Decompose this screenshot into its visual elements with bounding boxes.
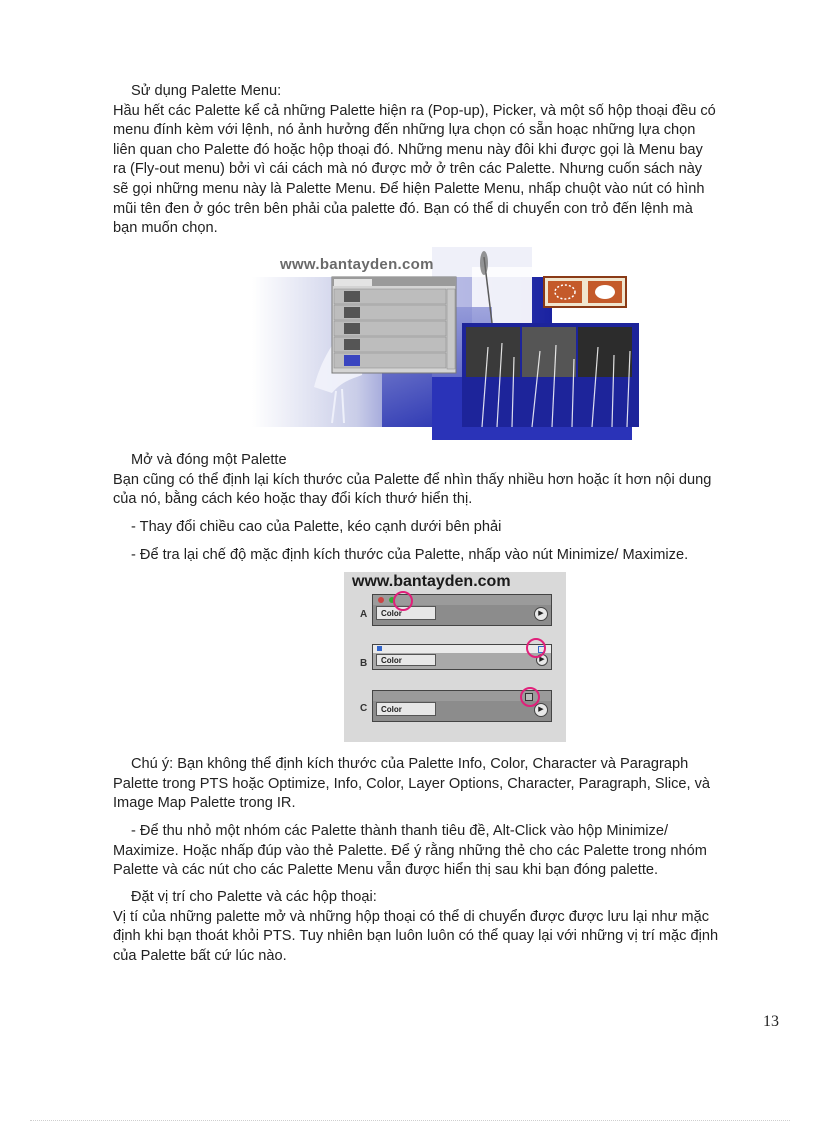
body-line: định khi bạn thoát khỏi PTS. Tuy nhiên bạn luôn luôn có thể quay lại với những vị trí mặc định bbox=[113, 928, 719, 945]
row-label: C bbox=[360, 703, 368, 714]
body-line: sẽ gọi những menu này là Palette Menu. Để hiện Palette Menu, nhấp chuột vào nút có hình bbox=[113, 180, 705, 197]
body-line: liên quan cho Palette đó hoặc hộp thoại đó. Những menu này đôi khi được gọi là Menu bay bbox=[113, 141, 703, 158]
section-palette-position bbox=[113, 888, 779, 966]
bullet-text: - Thay đổi chiều cao của Palette, kéo cạnh dưới bên phải bbox=[131, 519, 502, 535]
figure-palette-states bbox=[344, 572, 566, 742]
body-line: Palette và các nút cho các Palette Menu vẫn được hiển thị sau khi bạn đóng palette. bbox=[113, 862, 659, 879]
figure-watermark: www.bantayden.com bbox=[280, 256, 434, 273]
body-line: menu đính kèm với lệnh, nó ảnh hưởng đến những lựa chọn có sẵn hoạc những lựa chọn bbox=[113, 122, 696, 139]
page-number: 13 bbox=[763, 1013, 779, 1030]
bullet-item bbox=[113, 518, 779, 538]
close-icon[interactable] bbox=[378, 597, 384, 603]
section-palette-menu bbox=[113, 82, 779, 239]
section-heading: Sử dụng Palette Menu: bbox=[131, 83, 282, 99]
body-line: của nó, bằng cách kéo hoặc thay đổi kích thướ hiển thị. bbox=[113, 491, 473, 508]
row-label: A bbox=[360, 609, 368, 620]
body-line: Vị tí của những palette mở và những hộp thoại có thể di chuyển được được lưu lại như mặc bbox=[113, 908, 709, 925]
palette-tab-color[interactable]: Color bbox=[376, 606, 436, 620]
row-label: B bbox=[360, 658, 368, 669]
highlight-circle bbox=[520, 687, 540, 707]
highlight-circle bbox=[393, 591, 413, 611]
bullet-text: - Để tra lại chế độ mặc định kích thước của Palette, nhấp vào nút Minimize/ Maximize. bbox=[131, 547, 689, 563]
body-line: - Để thu nhỏ một nhóm các Palette thành thanh tiêu đề, Alt-Click vào hộp Minimize/ bbox=[131, 823, 669, 839]
figure-channels-collage bbox=[252, 247, 639, 440]
body-line: Hầu hết các Palette kể cả những Palette hiện ra (Pop-up), Picker, và một số hộp thoại đều có bbox=[113, 102, 716, 119]
body-line: của Palette bất cứ lúc nào. bbox=[113, 947, 287, 964]
section-note bbox=[113, 755, 779, 814]
highlight-circle bbox=[526, 638, 546, 658]
palette-tab-color[interactable]: Color bbox=[376, 654, 436, 666]
body-line: Image Map Palette trong IR. bbox=[113, 795, 296, 812]
footer-divider bbox=[30, 1120, 790, 1121]
body-line: bạn muốn chọn. bbox=[113, 220, 218, 237]
palette-menu-arrow-icon[interactable]: ▶ bbox=[534, 607, 548, 621]
body-line: Chú ý: Bạn không thể định kích thước của Palette Info, Color, Character và Paragraph bbox=[131, 756, 689, 772]
body-line: mũi tên đen ở góc trên bên phải của palette đó. Bạn có thể di chuyển con trỏ đến lệnh mà bbox=[113, 200, 693, 217]
section-heading: Mở và đóng một Palette bbox=[131, 452, 287, 468]
figure-watermark: www.bantayden.com bbox=[352, 573, 511, 590]
palette-menu-arrow-icon[interactable]: ▶ bbox=[536, 654, 548, 666]
body-line: Palette trong PTS hoặc Optimize, Info, Color, Layer Options, Character, Paragraph, Slice, và bbox=[113, 775, 711, 792]
collage-image bbox=[252, 247, 639, 440]
palette-tab-color[interactable]: Color bbox=[376, 702, 436, 716]
section-minimize-group bbox=[113, 822, 779, 881]
bullet-item bbox=[113, 546, 779, 566]
close-icon[interactable] bbox=[377, 646, 382, 651]
palette-state-b bbox=[372, 644, 552, 670]
palette-menu-arrow-icon[interactable]: ▶ bbox=[534, 703, 548, 717]
section-open-close-palette bbox=[113, 451, 779, 510]
body-line: Maximize. Hoặc nhấp đúp vào thẻ Palette. Để ý rằng những thẻ cho các Palette trong nhóm bbox=[113, 842, 707, 859]
body-line: ra (Fly-out menu) bởi vì cái cách mà nó được mở ở trên các Palette. Nhưng cuốn sách này bbox=[113, 161, 703, 178]
body-line: Bạn cũng có thể định lại kích thước của Palette để nhìn thấy nhiều hơn hoặc ít hơn nội dung bbox=[113, 471, 712, 488]
section-heading: Đặt vị trí cho Palette và các hộp thoại: bbox=[131, 889, 377, 905]
